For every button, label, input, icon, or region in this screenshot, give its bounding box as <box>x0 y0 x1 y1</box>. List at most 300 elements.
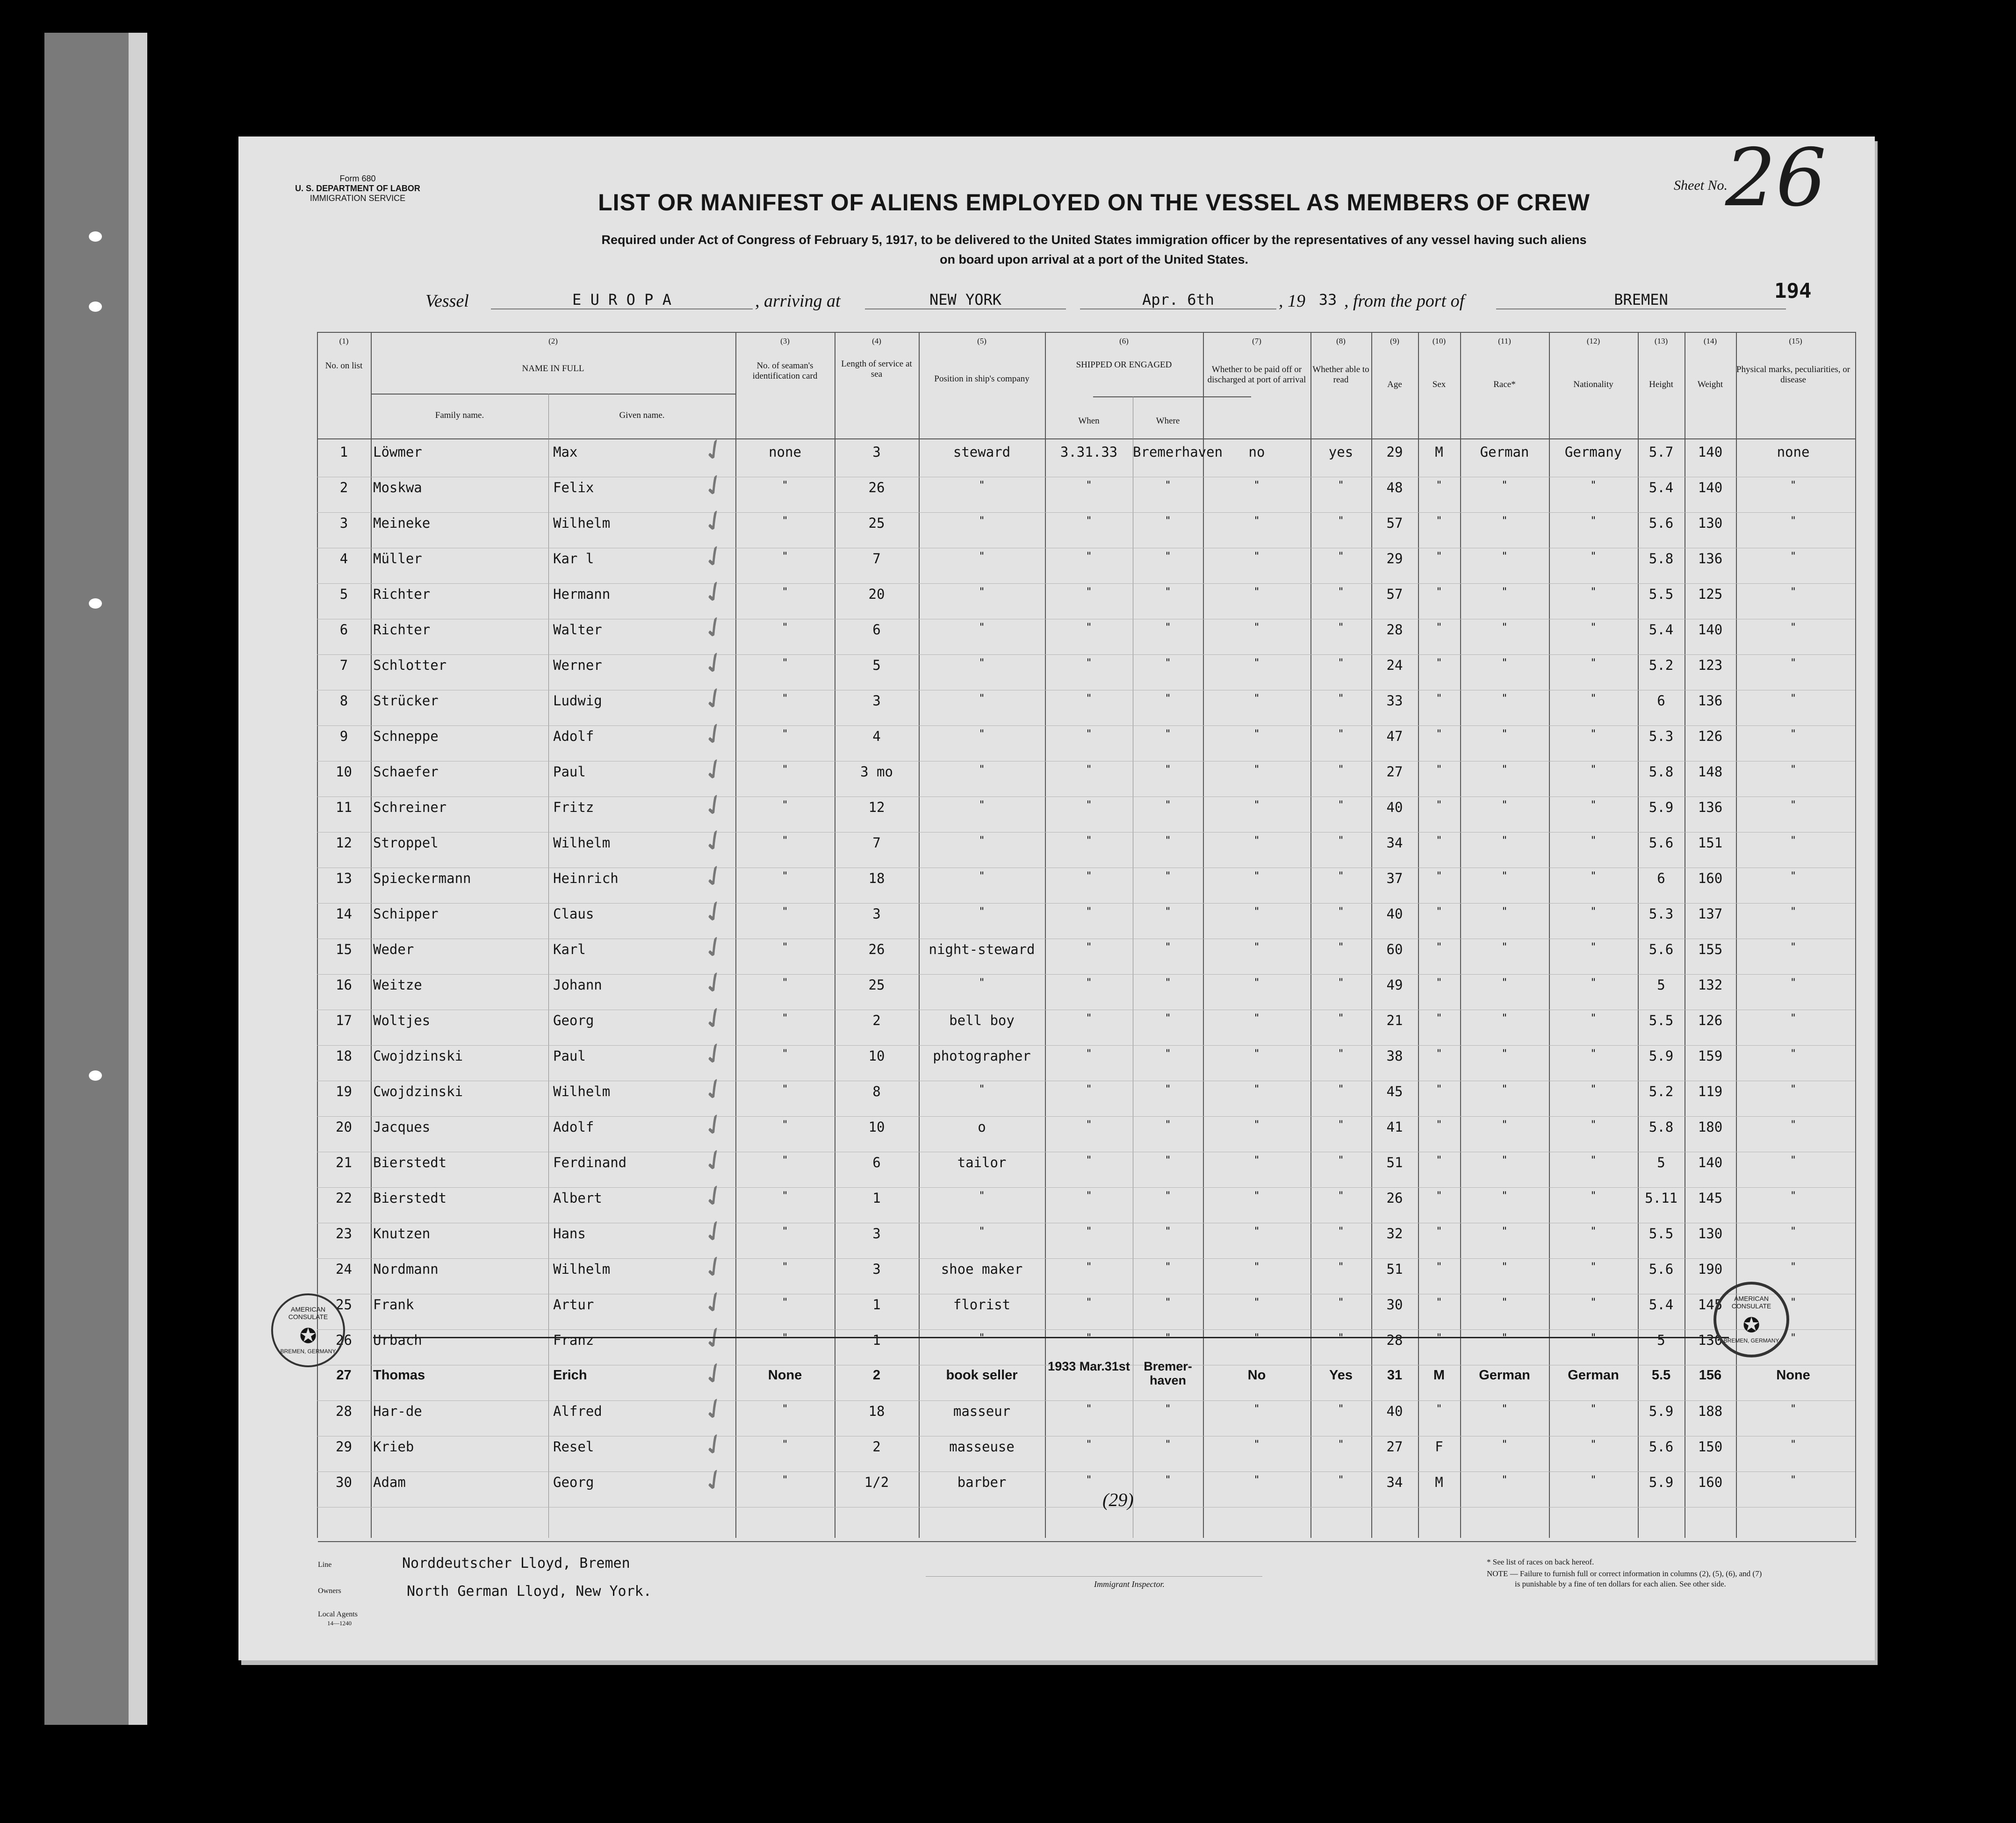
length-of-service: 1 <box>872 1297 881 1313</box>
agents-label: Local Agents <box>318 1610 358 1618</box>
paid-off-value: " <box>1253 728 1260 740</box>
race-value: " <box>1501 1261 1508 1273</box>
given-name: Max <box>553 444 578 460</box>
height-value: 5.2 <box>1649 657 1674 673</box>
length-of-service: 10 <box>868 1048 885 1064</box>
shipped-where: " <box>1165 586 1171 598</box>
binding-hole <box>89 231 102 242</box>
age-value: 24 <box>1386 657 1403 673</box>
shipped-when: " <box>1086 1226 1092 1237</box>
sex-value: M <box>1433 1368 1445 1383</box>
family-name: Frank <box>373 1297 414 1313</box>
shipped-when: 3.31.33 <box>1060 444 1118 460</box>
sex-value: " <box>1436 764 1442 775</box>
able-to-read: " <box>1338 1012 1344 1024</box>
col-head-read: Whether able to read <box>1312 365 1369 385</box>
height-value: 5.5 <box>1649 586 1674 602</box>
race-value: " <box>1501 764 1508 775</box>
check-mark-icon: ✓ <box>697 609 732 647</box>
sheet-label: Sheet No. <box>1674 178 1728 193</box>
shipped-when: " <box>1086 799 1092 811</box>
paid-off-value: " <box>1253 657 1260 669</box>
able-to-read: " <box>1338 586 1344 598</box>
check-mark-icon: ✓ <box>697 680 732 718</box>
row-number: 20 <box>336 1119 352 1135</box>
idcard-value: " <box>782 1226 788 1237</box>
given-name: Alfred <box>553 1403 602 1419</box>
idcard-value: None <box>768 1368 802 1383</box>
idcard-value: " <box>782 1012 788 1024</box>
sheet-number: 26 <box>1725 132 1827 224</box>
length-of-service: 8 <box>872 1084 881 1099</box>
family-name: Strücker <box>373 693 439 709</box>
height-value: 5.5 <box>1649 1226 1674 1242</box>
idcard-value: " <box>782 657 788 669</box>
weight-value: 136 <box>1698 693 1723 709</box>
shipped-when: " <box>1086 941 1092 953</box>
nationality-value: " <box>1590 1439 1597 1450</box>
race-value: " <box>1501 941 1508 953</box>
row-number: 6 <box>339 622 348 638</box>
weight-value: 130 <box>1698 1332 1723 1348</box>
length-of-service: 2 <box>872 1439 881 1455</box>
age-value: 27 <box>1386 1439 1403 1455</box>
column-number: (6) <box>1119 337 1129 345</box>
column-number: (11) <box>1498 337 1511 345</box>
shipped-when: " <box>1086 1297 1092 1308</box>
age-value: 37 <box>1386 870 1403 886</box>
family-name: Löwmer <box>373 444 422 460</box>
sex-value: " <box>1436 480 1442 491</box>
age-value: 57 <box>1386 515 1403 531</box>
height-value: 5.6 <box>1649 941 1674 957</box>
able-to-read: " <box>1338 764 1344 775</box>
shipped-where: " <box>1165 1190 1171 1202</box>
row-number: 15 <box>336 941 352 957</box>
idcard-value: " <box>782 551 788 562</box>
row-rule <box>317 512 1855 513</box>
nationality-value: " <box>1590 728 1597 740</box>
shipped-where: " <box>1165 1226 1171 1237</box>
row-rule <box>317 1258 1855 1259</box>
marks-value: " <box>1790 728 1797 740</box>
weight-value: 130 <box>1698 1226 1723 1242</box>
marks-value: " <box>1790 1439 1797 1450</box>
race-value: " <box>1501 1155 1508 1166</box>
length-of-service: 18 <box>868 1403 885 1419</box>
height-value: 5.6 <box>1649 835 1674 851</box>
paid-off-value: " <box>1253 1119 1260 1131</box>
paid-off-value: " <box>1253 1226 1260 1237</box>
weight-value: 160 <box>1698 1474 1723 1490</box>
nationality-value: " <box>1590 906 1597 918</box>
binding-hole <box>89 598 102 609</box>
idcard-value: " <box>782 1403 788 1415</box>
weight-value: 145 <box>1698 1297 1723 1313</box>
length-of-service: 2 <box>872 1012 881 1028</box>
length-of-service: 6 <box>872 1155 881 1170</box>
nationality-value: " <box>1590 1332 1597 1344</box>
nationality-value: " <box>1590 1474 1597 1486</box>
row-number: 8 <box>339 693 348 709</box>
column-number: (1) <box>339 337 349 345</box>
able-to-read: " <box>1338 693 1344 704</box>
able-to-read: " <box>1338 835 1344 847</box>
row-rule <box>317 1329 1855 1330</box>
column-rule <box>735 332 736 1538</box>
able-to-read: " <box>1338 1332 1344 1344</box>
column-number: (3) <box>780 337 790 345</box>
row-number: 10 <box>336 764 352 780</box>
paid-off-value: " <box>1253 693 1260 704</box>
nationality-value: " <box>1590 1226 1597 1237</box>
idcard-value: " <box>782 1297 788 1308</box>
sex-value: " <box>1436 1048 1442 1060</box>
row-number: 23 <box>336 1226 352 1242</box>
position-value: photographer <box>933 1048 1031 1064</box>
footer-rule <box>318 1541 1856 1542</box>
position-value: barber <box>957 1474 1007 1490</box>
age-value: 32 <box>1386 1226 1403 1242</box>
weight-value: 126 <box>1698 728 1723 744</box>
family-name: Weder <box>373 941 414 957</box>
family-name: Bierstedt <box>373 1190 447 1206</box>
row-number: 25 <box>336 1297 352 1313</box>
length-of-service: 7 <box>872 835 881 851</box>
nationality-value: " <box>1590 1048 1597 1060</box>
col-head-length: Length of service at sea <box>841 359 912 379</box>
column-rule <box>1460 332 1461 1538</box>
shipped-where: " <box>1165 657 1171 669</box>
nationality-value: " <box>1590 870 1597 882</box>
race-value: " <box>1501 551 1508 562</box>
family-name: Richter <box>373 586 431 602</box>
sex-value: " <box>1436 1119 1442 1131</box>
subtitle-line-2: on board upon arrival at a port of the United States. <box>939 252 1249 266</box>
year-prefix: , 19 <box>1279 291 1305 311</box>
paid-off-value: " <box>1253 1332 1260 1344</box>
row-number: 13 <box>336 870 352 886</box>
idcard-value: none <box>769 444 801 460</box>
weight-value: 150 <box>1698 1439 1723 1455</box>
length-of-service: 3 <box>872 1226 881 1242</box>
weight-value: 140 <box>1698 1155 1723 1170</box>
race-value: " <box>1501 1226 1508 1237</box>
height-value: 5 <box>1657 977 1665 993</box>
weight-value: 190 <box>1698 1261 1723 1277</box>
position-value: " <box>979 693 985 704</box>
paid-off-value: " <box>1253 622 1260 633</box>
family-name: Stroppel <box>373 835 439 851</box>
idcard-value: " <box>782 906 788 918</box>
paid-off-value: " <box>1253 764 1260 775</box>
age-value: 29 <box>1386 444 1403 460</box>
height-value: 5.5 <box>1651 1368 1671 1383</box>
check-mark-icon: ✓ <box>697 999 732 1038</box>
family-name: Spieckermann <box>373 870 471 886</box>
shipped-when: " <box>1086 764 1092 775</box>
paid-off-value: " <box>1253 1474 1260 1486</box>
strike-line <box>373 1337 1729 1338</box>
shipped-where: " <box>1165 1332 1171 1344</box>
weight-value: 148 <box>1698 764 1723 780</box>
shipped-when: " <box>1086 728 1092 740</box>
eagle-icon: ✪ <box>1742 1314 1760 1337</box>
port-label: , from the port of <box>1344 291 1465 311</box>
position-value: " <box>979 906 985 918</box>
weight-value: 119 <box>1698 1084 1723 1099</box>
sex-value: " <box>1436 622 1442 633</box>
crew-table <box>317 332 1855 1538</box>
length-of-service: 18 <box>868 870 885 886</box>
height-value: 5.8 <box>1649 764 1674 780</box>
age-value: 34 <box>1386 1474 1403 1490</box>
marks-value: " <box>1790 1190 1797 1202</box>
count-note: (29) <box>1102 1489 1134 1510</box>
position-value: " <box>979 977 985 989</box>
row-number: 12 <box>336 835 352 851</box>
length-of-service: 3 <box>872 906 881 922</box>
check-mark-icon: ✓ <box>697 1035 732 1073</box>
column-number: (9) <box>1390 337 1399 345</box>
shipped-where: " <box>1165 693 1171 704</box>
able-to-read: " <box>1338 1439 1344 1450</box>
shipped-where: Bremerhaven <box>1133 444 1223 460</box>
given-name: Paul <box>553 764 586 780</box>
given-name: Claus <box>553 906 594 922</box>
age-value: 48 <box>1386 480 1403 495</box>
row-rule <box>317 1045 1855 1046</box>
idcard-value: " <box>782 1474 788 1486</box>
row-rule <box>317 1116 1855 1117</box>
row-rule <box>317 903 1855 904</box>
row-number: 4 <box>339 551 348 567</box>
shipped-where: " <box>1165 1297 1171 1308</box>
row-rule <box>317 1471 1855 1472</box>
column-number: (13) <box>1654 337 1668 345</box>
shipped-when: " <box>1086 480 1092 491</box>
nationality-value: " <box>1590 622 1597 633</box>
position-value: " <box>979 480 985 491</box>
arrival-date: Apr. 6th <box>1080 291 1276 309</box>
department-name: U. S. DEPARTMENT OF LABOR <box>295 184 420 193</box>
able-to-read: yes <box>1328 444 1354 460</box>
able-to-read: " <box>1338 906 1344 918</box>
position-value: masseur <box>953 1403 1011 1419</box>
marks-value: " <box>1790 941 1797 953</box>
nationality-value: " <box>1590 1155 1597 1166</box>
position-value: steward <box>953 444 1011 460</box>
given-name: Wilhelm <box>553 835 611 851</box>
nationality-value: " <box>1590 480 1597 491</box>
paid-off-value: " <box>1253 1261 1260 1273</box>
row-number: 27 <box>336 1368 352 1383</box>
race-value: " <box>1501 480 1508 491</box>
row-rule <box>317 974 1855 975</box>
paid-off-value: " <box>1253 1048 1260 1060</box>
nationality-value: " <box>1590 1012 1597 1024</box>
height-value: 5.9 <box>1649 1474 1674 1490</box>
check-mark-icon: ✓ <box>697 1319 732 1357</box>
check-mark-icon: ✓ <box>697 822 732 860</box>
line-label: Line <box>318 1561 332 1569</box>
nationality-value: " <box>1590 799 1597 811</box>
sex-value: F <box>1435 1439 1443 1455</box>
shipped-when: " <box>1086 693 1092 704</box>
nationality-value: " <box>1590 835 1597 847</box>
shipped-where: " <box>1165 835 1171 847</box>
able-to-read: " <box>1338 622 1344 633</box>
given-name: Heinrich <box>553 870 619 886</box>
shipped-where: " <box>1165 728 1171 740</box>
family-name: Meineke <box>373 515 431 531</box>
row-number: 2 <box>339 480 348 495</box>
row-number: 28 <box>336 1403 352 1419</box>
weight-value: 126 <box>1698 1012 1723 1028</box>
marks-value: " <box>1790 622 1797 633</box>
sex-value: " <box>1436 1226 1442 1237</box>
page-title: LIST OR MANIFEST OF ALIENS EMPLOYED ON THE VESSEL AS MEMBERS OF CREW <box>598 189 1590 215</box>
sex-value: " <box>1436 1261 1442 1273</box>
height-value: 5.4 <box>1649 1297 1674 1313</box>
shipped-where: " <box>1165 1439 1171 1450</box>
age-value: 21 <box>1386 1012 1403 1028</box>
marks-value: " <box>1790 1226 1797 1237</box>
column-number: (4) <box>872 337 881 345</box>
marks-value: " <box>1790 1155 1797 1166</box>
race-value: " <box>1501 1332 1508 1344</box>
shipped-when: " <box>1086 906 1092 918</box>
marks-value: " <box>1790 1012 1797 1024</box>
position-value: " <box>979 728 985 740</box>
family-name: Cwojdzinski <box>373 1048 463 1064</box>
weight-value: 140 <box>1698 480 1723 495</box>
sex-value: " <box>1436 1403 1442 1415</box>
row-rule <box>317 654 1855 655</box>
family-name: Adam <box>373 1474 406 1490</box>
given-name: Albert <box>553 1190 602 1206</box>
check-mark-icon: ✓ <box>697 1284 732 1322</box>
consulate-seal <box>271 1293 345 1367</box>
given-name: Karl <box>553 941 586 957</box>
race-value: " <box>1501 728 1508 740</box>
marks-value: " <box>1790 657 1797 669</box>
age-value: 34 <box>1386 835 1403 851</box>
height-value: 5.6 <box>1649 1261 1674 1277</box>
idcard-value: " <box>782 764 788 775</box>
family-name: Weitze <box>373 977 422 993</box>
shipped-where: Bremer- haven <box>1144 1359 1192 1387</box>
arriving-value: NEW YORK <box>865 291 1066 309</box>
age-value: 33 <box>1386 693 1403 709</box>
sex-value: " <box>1436 870 1442 882</box>
given-name: Wilhelm <box>553 1261 611 1277</box>
binding-hole <box>89 1070 102 1081</box>
column-rule <box>1371 332 1372 1538</box>
able-to-read: " <box>1338 799 1344 811</box>
idcard-value: " <box>782 480 788 491</box>
column-rule <box>1045 332 1046 1538</box>
marks-value: " <box>1790 870 1797 882</box>
position-value: " <box>979 1084 985 1095</box>
check-mark-icon: ✓ <box>697 431 732 469</box>
sex-value: " <box>1436 551 1442 562</box>
sex-value: " <box>1436 693 1442 704</box>
paid-off-value: " <box>1253 870 1260 882</box>
race-value: " <box>1501 586 1508 598</box>
scan-binding-strip <box>44 33 143 1725</box>
weight-value: 156 <box>1699 1368 1722 1383</box>
given-name: Ferdinand <box>553 1155 627 1170</box>
length-of-service: 12 <box>868 799 885 815</box>
shipped-where: " <box>1165 1012 1171 1024</box>
vessel-value: E U R O P A <box>491 291 753 309</box>
family-name: Nordmann <box>373 1261 439 1277</box>
shipped-where: " <box>1165 1261 1171 1273</box>
nationality-value: " <box>1590 1403 1597 1415</box>
race-value: " <box>1501 515 1508 527</box>
sex-value: M <box>1435 444 1443 460</box>
family-name: Schipper <box>373 906 439 922</box>
position-value: " <box>979 870 985 882</box>
able-to-read: " <box>1338 1226 1344 1237</box>
height-value: 5.7 <box>1649 444 1674 460</box>
sex-value: " <box>1436 799 1442 811</box>
check-mark-icon: ✓ <box>697 1177 732 1215</box>
col-head-sex: Sex <box>1432 380 1446 389</box>
scan-binding-edge <box>129 33 147 1725</box>
form-code: 14—1240 <box>327 1620 352 1627</box>
position-value: tailor <box>957 1155 1007 1170</box>
nationality-value: " <box>1590 586 1597 598</box>
position-value: night-steward <box>929 941 1035 957</box>
length-of-service: 1 <box>872 1332 881 1348</box>
owners-value: North German Lloyd, New York. <box>407 1583 652 1600</box>
marks-value: " <box>1790 1332 1797 1344</box>
sex-value: " <box>1436 977 1442 989</box>
marks-value: " <box>1790 1297 1797 1308</box>
given-name: Walter <box>553 622 602 638</box>
length-of-service: 6 <box>872 622 881 638</box>
able-to-read: " <box>1338 1119 1344 1131</box>
family-name: Har-de <box>373 1403 422 1419</box>
marks-value: " <box>1790 1261 1797 1273</box>
nationality-value: " <box>1590 977 1597 989</box>
family-name: Moskwa <box>373 480 422 495</box>
height-value: 5.4 <box>1649 622 1674 638</box>
given-name: Wilhelm <box>553 515 611 531</box>
col-head-given: Given name. <box>619 410 665 420</box>
family-name: Woltjes <box>373 1012 431 1028</box>
col-head-shipped: SHIPPED OR ENGAGED <box>1076 360 1172 370</box>
col-head-nationality: Nationality <box>1573 380 1613 389</box>
nationality-value: " <box>1590 1119 1597 1131</box>
shipped-when: " <box>1086 835 1092 847</box>
header-bottom-rule <box>317 438 1855 439</box>
weight-value: 132 <box>1698 977 1723 993</box>
height-value: 5.8 <box>1649 1119 1674 1135</box>
shipped-when: " <box>1086 977 1092 989</box>
races-note: * See list of races on back hereof. <box>1487 1557 1594 1566</box>
name-sub-rule <box>371 394 735 395</box>
given-name: Wilhelm <box>553 1084 611 1099</box>
seal-top-text: AMERICAN CONSULATE <box>288 1306 328 1321</box>
able-to-read: " <box>1338 657 1344 669</box>
given-name: Werner <box>553 657 602 673</box>
col-head-race: Race* <box>1493 380 1516 389</box>
race-value: " <box>1501 835 1508 847</box>
age-value: 51 <box>1386 1261 1403 1277</box>
